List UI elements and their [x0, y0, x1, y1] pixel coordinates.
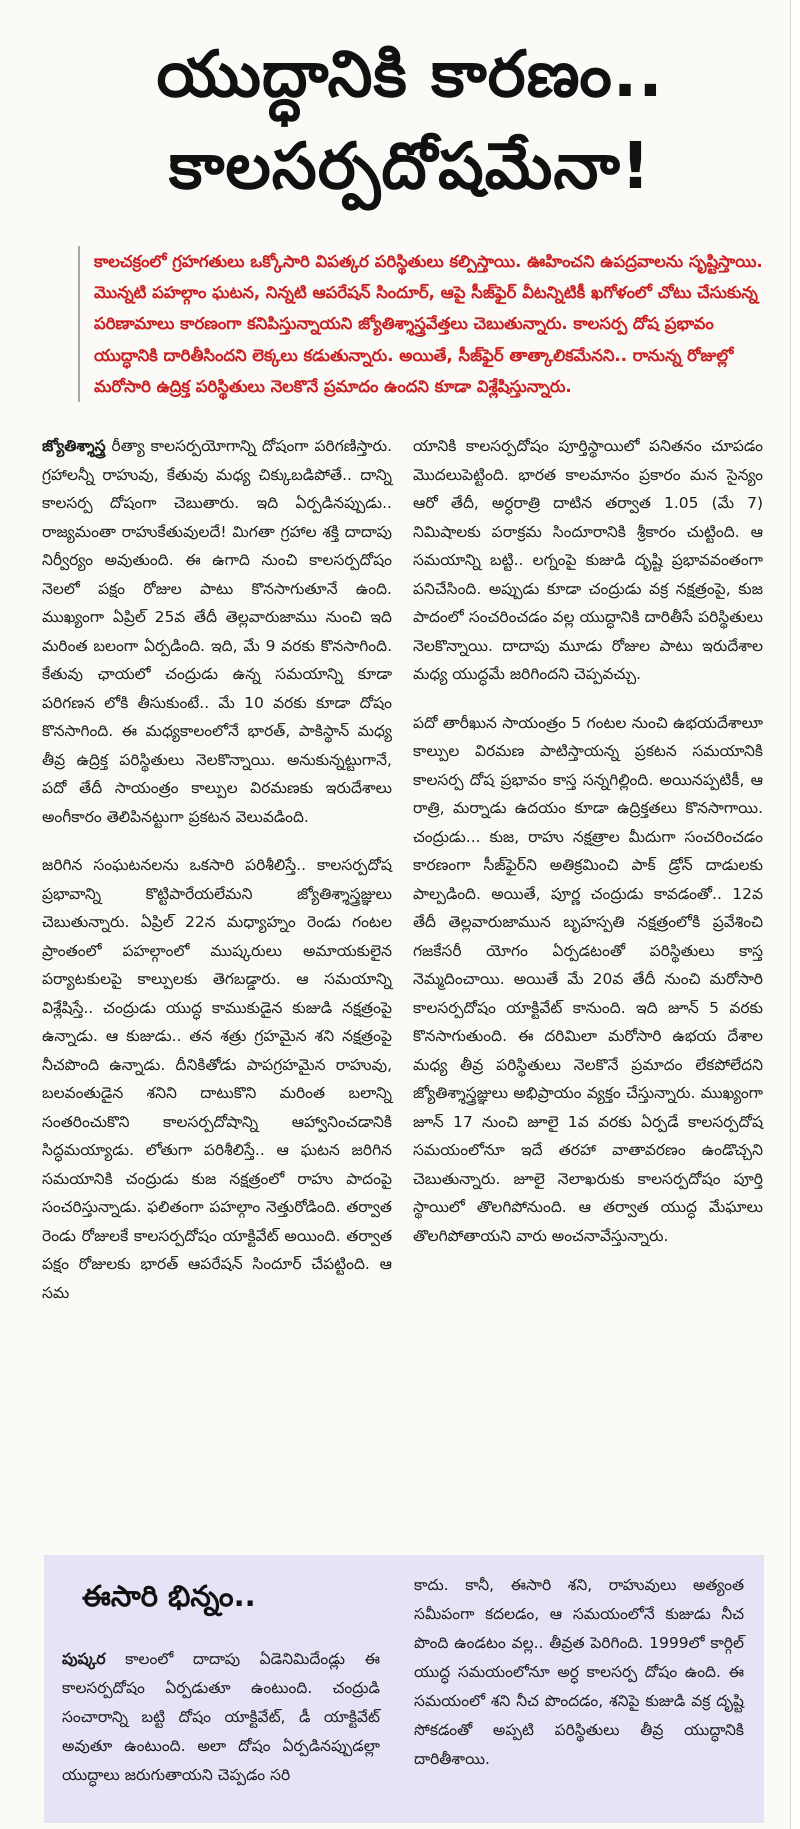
- right-paragraph-1: యానికి కాలసర్పదోషం పూర్తిస్థాయిలో పనితనం చూపడం మొదలుపెట్టింది. భారత కాలమానం ప్రకారం మన సైన్యం ఆరో తేదీ, అర్ధరాత్రి దాటిన తర్వాత 1.05 (మే 7) నిమిషాలకు పరాక్రమ సిందూరానికి శ్రీకారం చుట్టింది. ఆ సమయాన్ని బట్టి.. లగ్నంపై కుజుడి దృష్టి ప్రభావవంతంగా పనిచేసింది. అప్పుడు కూడా చంద్రుడు వక్ర నక్షత్రంపై, కుజ పాదంలో సంచరించడం వల్ల యుద్ధానికి దారితీసే పరిస్థితులు నెలకొన్నాయి. దాదాపు మూడు రోజుల పాటు ఇరుదేశాల మధ్య యుద్ధమే జరిగిందని చెప్పవచ్చు.: [413, 437, 763, 683]
- left-column: [42, 432, 392, 1327]
- right-column: [413, 432, 763, 1270]
- headline-line-2: కాలసర్పదోషమేనా!: [168, 130, 652, 204]
- sidebar-right-column: [414, 1571, 744, 1774]
- left-paragraph-2: జరిగిన సంఘటనలను ఒకసారి పరిశీలిస్తే.. కాలసర్పదోష ప్రభావాన్ని కొట్టిపారేయలేమని జ్యోతిశ్శాస్త్రజ్ఞులు చెబుతున్నారు. ఏప్రిల్ 22న మధ్యాహ్నం రెండు గంటల ప్రాంతంలో పహల్గాంలో ముష్కరులు అమాయకులైన పర్యాటకులపై కాల్పులకు తెగబడ్డారు. ఆ సమయాన్ని విశ్లేషిస్తే.. చంద్రుడు యుద్ధ కాముకుడైన కుజుడి నక్షత్రంపై ఉన్నాడు. ఆ కుజుడు.. తన శత్రు గ్రహమైన శని నక్షత్రంపై నీచపొంది ఉన్నాడు. దీనికితోడు పాపగ్రహమైన రాహువు, బలవంతుడైన శనిని దాటుకొని మరింత బలాన్ని సంతరించుకొని కాలసర్పదోషాన్ని ఆహ్వానించడానికి సిద్ధమయ్యాడు. లోతుగా పరిశీలిస్తే.. ఆ ఘటన జరిగిన సమయానికి చంద్రుడు కుజ నక్షత్రంలో రాహు పాదంపై సంచరిస్తున్నాడు. ఫలితంగా పహల్గాం నెత్తురోడింది. తర్వాత రెండు రోజులకే కాలసర్పదోషం యాక్టివేట్ అయింది. తర్వాత పక్షం రోజులకు భారత్ ఆపరేషన్ సిందూర్ చేపట్టింది. ఆ సమ: [42, 856, 392, 1302]
- sidebar-box: [44, 1555, 764, 1823]
- sidebar-title: ఈసారి భిన్నం..: [82, 1579, 256, 1613]
- left-paragraph-1: [42, 432, 392, 831]
- article-deck: [78, 246, 780, 402]
- sidebar-left-body: కాలంలో దాదాపు ఏడెనిమిదేండ్లు ఈ కాలసర్పదోషం ఏర్పడుతూ ఉంటుంది. చంద్రుడి సంచారాన్ని బట్టి దోషం యాక్టివేట్, డీ యాక్టివేట్ అవుతూ ఉంటుంది. అలా దోషం ఏర్పడినప్పుడల్లా యుద్ధాలు జరుగుతాయని చెప్పడం సరి: [62, 1650, 380, 1784]
- page-edge: [790, 0, 800, 1829]
- right-paragraph-2: పదో తారీఖున సాయంత్రం 5 గంటల నుంచి ఉభయదేశాలూ కాల్పుల విరమణ పాటిస్తాయన్న ప్రకటన సమయానికి కాలసర్ప దోష ప్రభావం కాస్త సన్నగిల్లింది. అయినప్పటికీ, ఆ రాత్రి, మర్నాడు ఉదయం కూడా ఉద్రిక్తతలు కొనసాగాయి. చంద్రుడు... కుజ, రాహు నక్షత్రాల మీదుగా సంచరించడం కారణంగా సీజ్‌ఫైర్‌ని అతిక్రమించి పాక్ డ్రోన్ దాడులకు పాల్పడింది. అయితే, పూర్ణ చంద్రుడు కావడంతో.. 12వ తేదీ తెల్లవారుజామున బృహస్పతి నక్షత్రంలోకి ప్రవేశించి గజకేసరీ యోగం ఏర్పడటంతో పరిస్థితులు కాస్త నెమ్మదించాయి. అయితే మే 20వ తేదీ నుంచి మరోసారి కాలసర్పదోషం యాక్టివేట్ కానుంది. ఇది జూన్ 5 వరకు కొనసాగుతుంది. ఈ దరిమిలా మరోసారి ఉభయ దేశాల మధ్య తీవ్ర పరిస్థితులు నెలకొనే ప్రమాదం లేకపోలేదని జ్యోతిశ్శాస్త్రజ్ఞులు అభిప్రాయం వ్యక్తం చేస్తున్నారు. ముఖ్యంగా జూన్ 17 నుంచి జూలై 1వ వరకు ఏర్పడే కాలసర్పదోష సమయంలోనూ ఇదే తరహా వాతావరణం ఉండొచ్చని చెబుతున్నారు. జూలై నెలాఖరుకు కాలసర్పదోషం పూర్తి స్థాయిలో తొలగిపోనుంది. ఆ తర్వాత యుద్ధ మేఘాలు తొలగిపోతాయని వారు అంచనావేస్తున్నారు.: [413, 713, 763, 1245]
- left-paragraph-1-text: రీత్యా కాలసర్పయోగాన్ని దోషంగా పరిగణిస్తారు. గ్రహాలన్నీ రాహువు, కేతువు మధ్య చిక్కుబడిపోతే.. దాన్ని కాలసర్ప దోషంగా చెబుతారు. ఇది ఏర్పడినప్పుడు.. రాజ్యమంతా రాహుకేతువులదే! మిగతా గ్రహాల శక్తి దాదాపు నిర్వీర్యం అవుతుంది. ఈ ఉగాది నుంచి కాలసర్పదోషం నెలలో పక్షం రోజుల పాటు కొనసాగుతూనే ఉంది. ముఖ్యంగా ఏప్రిల్ 25వ తేదీ తెల్లవారుజాము నుంచి ఇది మరింత బలంగా ఏర్పడింది. ఇది, మే 9 వరకు కొనసాగింది. కేతువు ఛాయలో చంద్రుడు ఉన్న సమయాన్ని కూడా పరిగణన లోకి తీసుకుంటే.. మే 10 వరకు కూడా దోషం కొనసాగింది. ఈ మధ్యకాలంలోనే భారత్, పాకిస్థాన్ మధ్య తీవ్ర ఉద్రిక్త పరిస్థితులు నెలకొన్నాయి. అనుకున్నట్టుగానే, పదో తేదీ సాయంత్రం కాల్పుల విరమణకు ఇరుదేశాలు అంగీకారం తెలిపినట్టుగా ప్రకటన వెలువడింది.: [42, 437, 392, 826]
- deck-text: కాలచక్రంలో గ్రహగతులు ఒక్కోసారి విపత్కర పరిస్థితులు కల్పిస్తాయి. ఊహించని ఉపద్రవాలను సృష్టిస్తాయి. మొన్నటి పహల్గాం ఘటన, నిన్నటి ఆపరేషన్ సిందూర్, ఆపై సీజ్‌ఫైర్ వీటన్నిటికీ ఖగోళంలో చోటు చేసుకున్న పరిణామాలు కారణంగా కనిపిస్తున్నాయని జ్యోతిశ్శాస్త్రవేత్తలు చెబుతున్నారు. కాలసర్ప దోష ప్రభావం యుద్ధానికి దారితీసిందని లెక్కలు కడుతున్నారు. అయితే, సీజ్‌ఫైర్ తాత్కాలికమేనని.. రానున్న రోజుల్లో మరోసారి ఉద్రిక్త పరిస్థితులు నెలకొనే ప్రమాదం ఉందని కూడా విశ్లేషిస్తున్నారు.: [94, 252, 763, 396]
- headline-line-1: యుద్ధానికి కారణం..: [156, 38, 664, 112]
- sidebar-lead-word: పుష్కర: [62, 1650, 106, 1668]
- sidebar-left-text: [62, 1645, 380, 1790]
- sidebar-left-column: [62, 1645, 380, 1790]
- left-lead-word: జ్యోతిశ్శాస్త్ర: [42, 437, 106, 455]
- sidebar-right-text: కాదు. కానీ, ఈసారి శని, రాహువులు అత్యంత సమీపంగా కదలడం, ఆ సమయంలోనే కుజుడు నీచ పొంది ఉండటం వల్ల.. తీవ్రత పెరిగింది. 1999లో కార్గిల్ యుద్ధ సమయంలోనూ అర్ధ కాలసర్ప దోషం ఉంది. ఈ సమయంలో శని నీచ పొందడం, శనిపై కుజుడి వక్ర దృష్టి సోకడంతో అప్పటి పరిస్థితులు తీవ్ర యుద్ధానికి దారితీశాయి.: [414, 1576, 744, 1768]
